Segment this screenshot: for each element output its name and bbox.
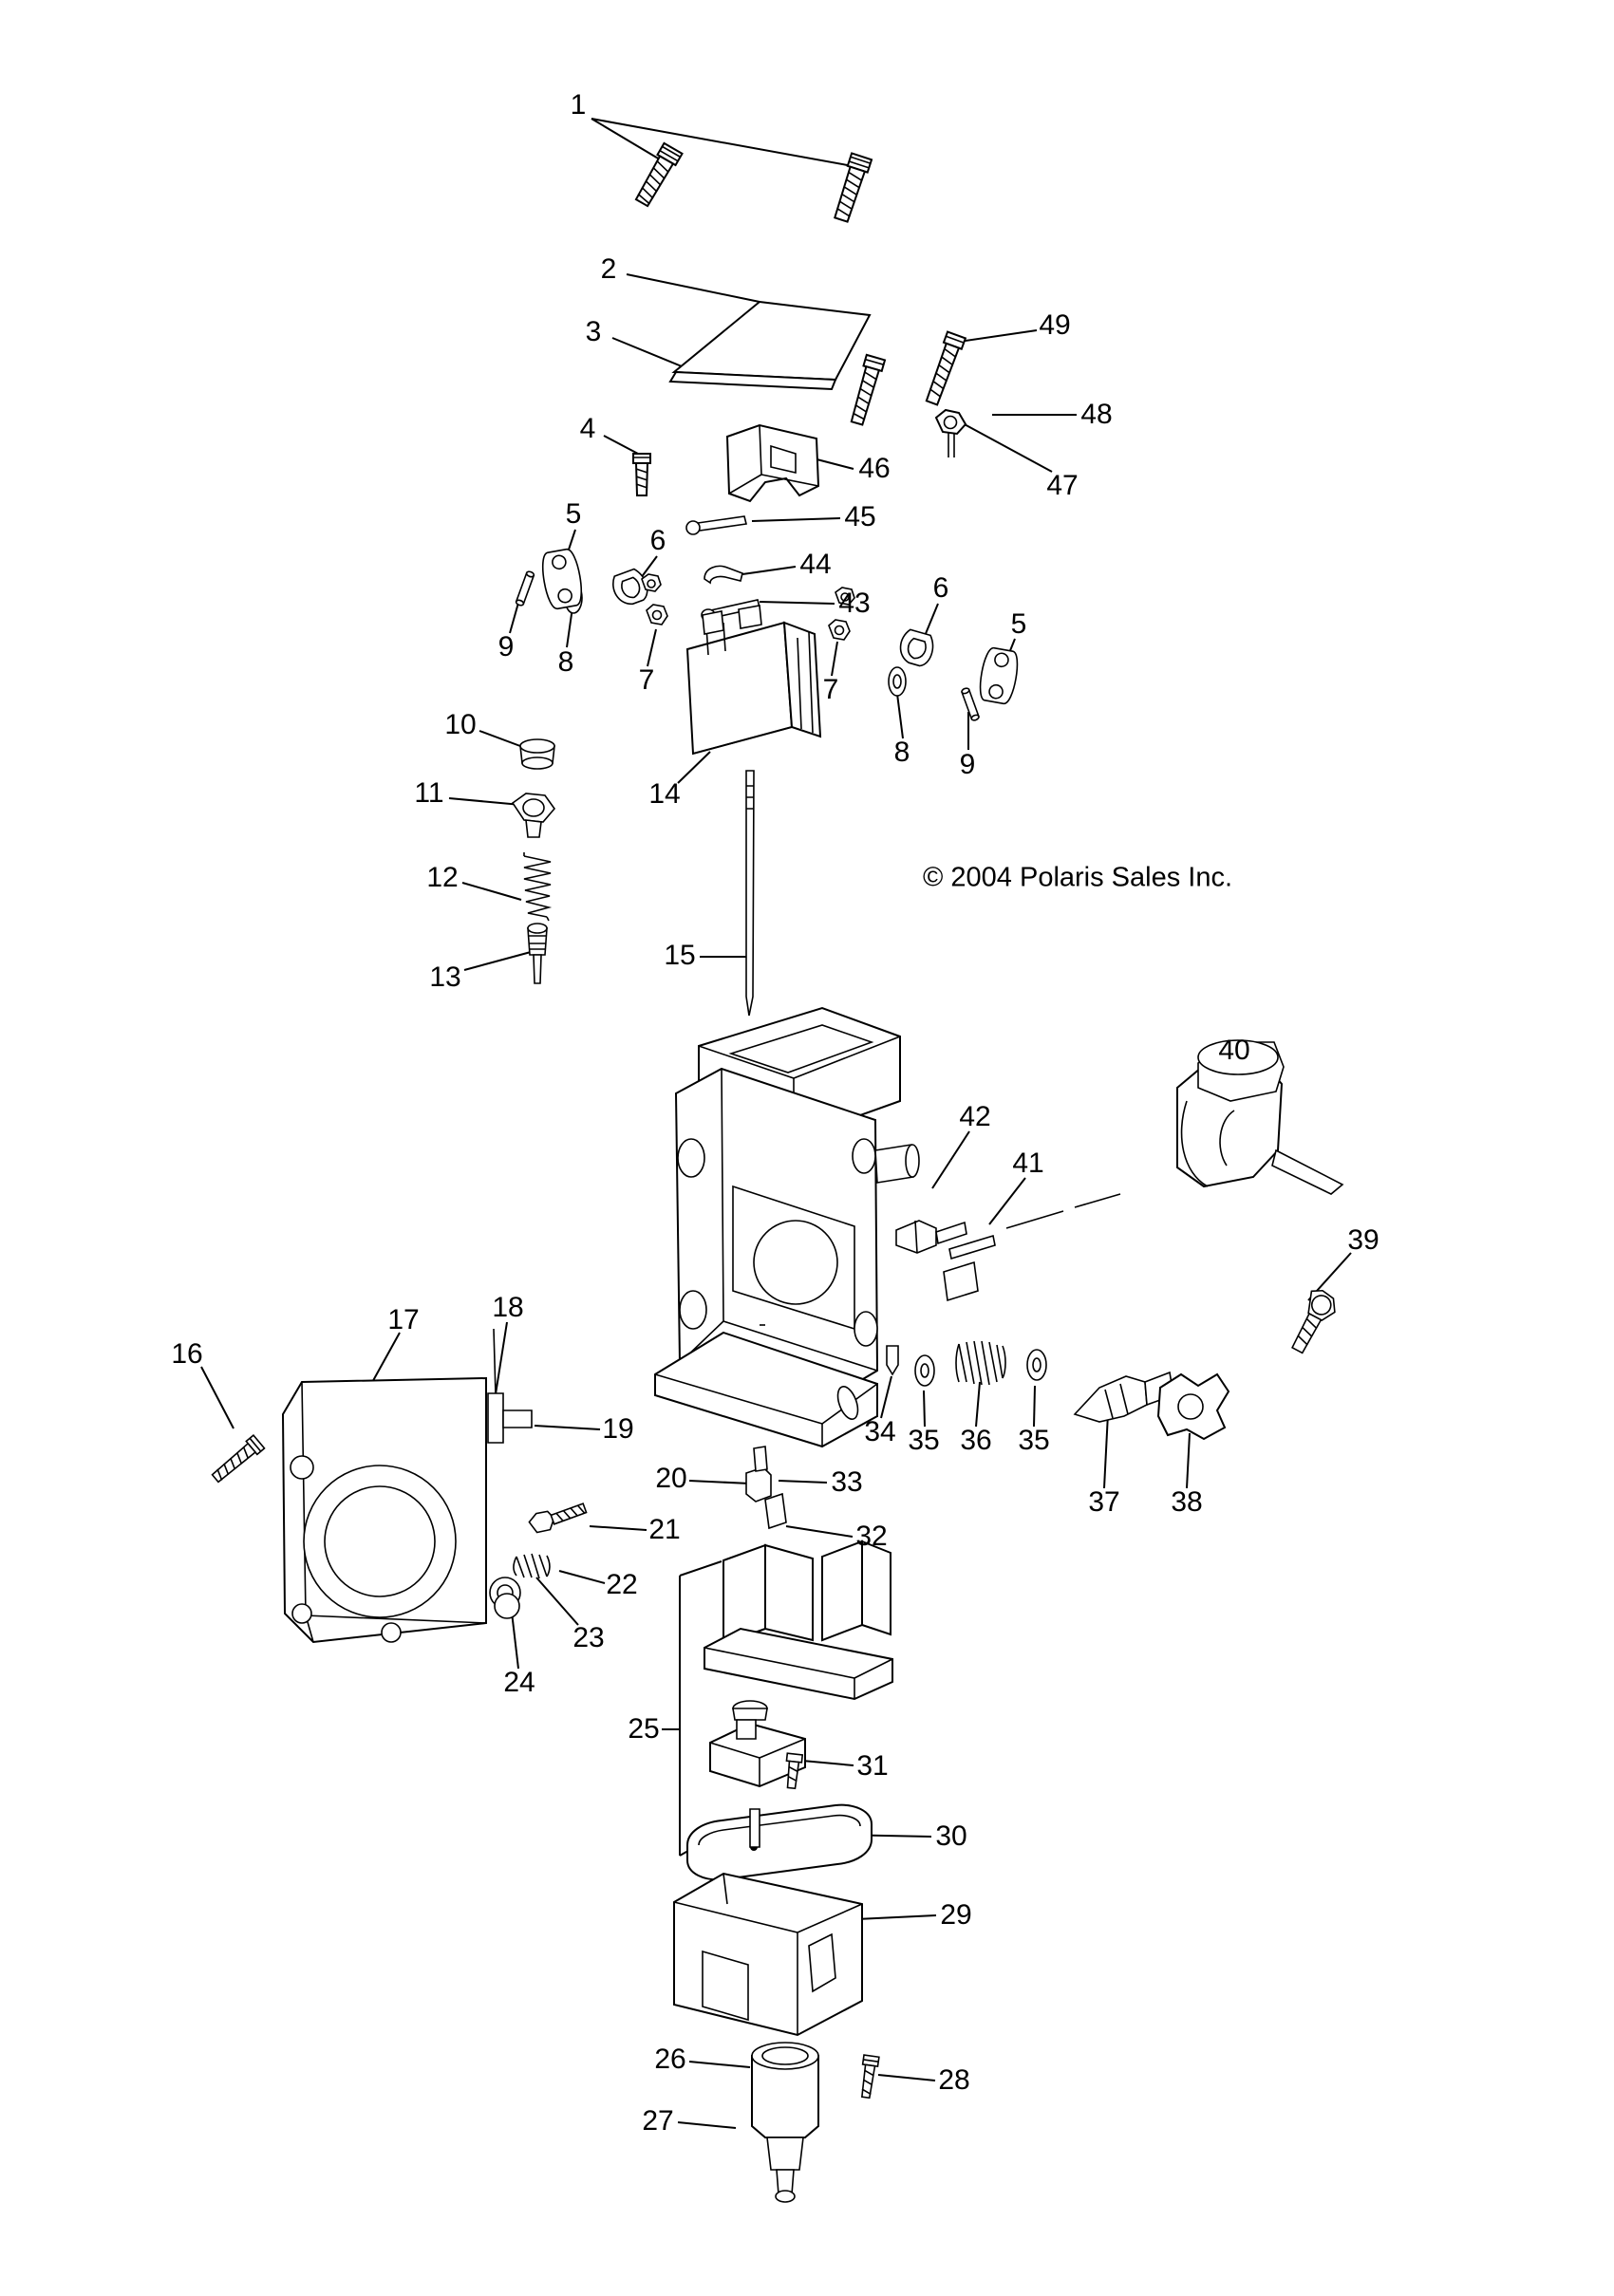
parts-20-33-fittings bbox=[746, 1447, 786, 1528]
part-40-cable-cap bbox=[1177, 1040, 1342, 1194]
parts-47-48-49 bbox=[848, 332, 966, 457]
part-29-float-bowl bbox=[674, 1874, 862, 2035]
parts-10-13-idle-assembly bbox=[513, 739, 554, 983]
callout-41: 41 bbox=[1012, 1148, 1044, 1179]
callout-43: 43 bbox=[838, 588, 871, 619]
callout-29: 29 bbox=[940, 1899, 972, 1931]
callout-37: 37 bbox=[1088, 1486, 1120, 1518]
carburetor-body bbox=[655, 1008, 919, 1447]
callout-36: 36 bbox=[960, 1425, 992, 1456]
callout-14: 14 bbox=[648, 778, 681, 810]
part-46-bracket bbox=[727, 425, 818, 501]
callout-8a: 8 bbox=[557, 646, 574, 678]
callout-31: 31 bbox=[856, 1750, 889, 1782]
part-1-screws bbox=[632, 143, 872, 223]
callout-5a: 5 bbox=[565, 498, 582, 530]
callout-12: 12 bbox=[426, 862, 459, 893]
part-38-lever bbox=[1158, 1374, 1229, 1439]
callout-7b: 7 bbox=[822, 674, 839, 705]
callout-32: 32 bbox=[855, 1521, 888, 1552]
callout-34: 34 bbox=[864, 1416, 896, 1447]
callout-1: 1 bbox=[570, 89, 587, 121]
callout-30: 30 bbox=[935, 1820, 967, 1852]
part-2-3-cover-gasket bbox=[670, 302, 870, 389]
parts-26-28-drain bbox=[752, 2043, 879, 2202]
parts-16-24-intake-flange bbox=[210, 1329, 588, 1642]
part-45-rod bbox=[686, 516, 746, 534]
part-4-screw bbox=[633, 454, 650, 495]
callout-33: 33 bbox=[831, 1466, 863, 1498]
callout-22: 22 bbox=[606, 1569, 638, 1600]
callout-28: 28 bbox=[938, 2064, 970, 2096]
part-39-screw bbox=[1284, 1286, 1341, 1357]
callout-6a: 6 bbox=[649, 525, 666, 556]
callout-18: 18 bbox=[492, 1292, 524, 1323]
callout-45: 45 bbox=[844, 501, 876, 532]
callout-23: 23 bbox=[572, 1622, 605, 1653]
callout-39: 39 bbox=[1347, 1224, 1379, 1256]
callout-46: 46 bbox=[858, 453, 891, 484]
callout-35b: 35 bbox=[1018, 1425, 1050, 1456]
part-14-slide bbox=[687, 606, 820, 754]
parts-34-36-spring-washers bbox=[887, 1341, 1046, 1386]
part-15-needle bbox=[746, 771, 754, 1016]
callout-6b: 6 bbox=[932, 572, 949, 604]
callout-38: 38 bbox=[1171, 1486, 1203, 1518]
callout-2: 2 bbox=[600, 253, 617, 285]
part-44-clip bbox=[704, 567, 742, 584]
part-41-rod bbox=[944, 1194, 1120, 1300]
part-30-gasket bbox=[687, 1805, 872, 1880]
callout-10: 10 bbox=[444, 709, 477, 740]
callout-3: 3 bbox=[585, 316, 602, 347]
callout-9b: 9 bbox=[959, 749, 976, 780]
callout-20: 20 bbox=[655, 1463, 687, 1494]
callout-19: 19 bbox=[602, 1413, 634, 1445]
callout-17: 17 bbox=[387, 1304, 420, 1335]
callout-8b: 8 bbox=[893, 737, 910, 768]
callout-26: 26 bbox=[654, 2044, 686, 2075]
callout-48: 48 bbox=[1080, 399, 1113, 430]
callout-25: 25 bbox=[628, 1713, 660, 1745]
callout-40: 40 bbox=[1218, 1035, 1250, 1066]
callout-24: 24 bbox=[503, 1667, 535, 1698]
callout-5b: 5 bbox=[1010, 608, 1027, 640]
callout-35a: 35 bbox=[908, 1425, 940, 1456]
callout-42: 42 bbox=[959, 1101, 991, 1132]
parts-5-9-left-linkage bbox=[516, 548, 667, 625]
callout-27: 27 bbox=[642, 2105, 674, 2137]
callout-49: 49 bbox=[1039, 309, 1071, 341]
callout-21: 21 bbox=[648, 1514, 681, 1545]
callout-44: 44 bbox=[799, 549, 832, 580]
callout-4: 4 bbox=[579, 413, 596, 444]
callout-9a: 9 bbox=[497, 631, 515, 663]
copyright-notice: © 2004 Polaris Sales Inc. bbox=[922, 862, 1233, 893]
callout-47: 47 bbox=[1046, 470, 1079, 501]
callout-15: 15 bbox=[664, 940, 696, 971]
callout-13: 13 bbox=[429, 961, 461, 993]
callout-16: 16 bbox=[171, 1338, 203, 1370]
callout-7a: 7 bbox=[638, 664, 655, 696]
callout-11: 11 bbox=[414, 777, 444, 809]
